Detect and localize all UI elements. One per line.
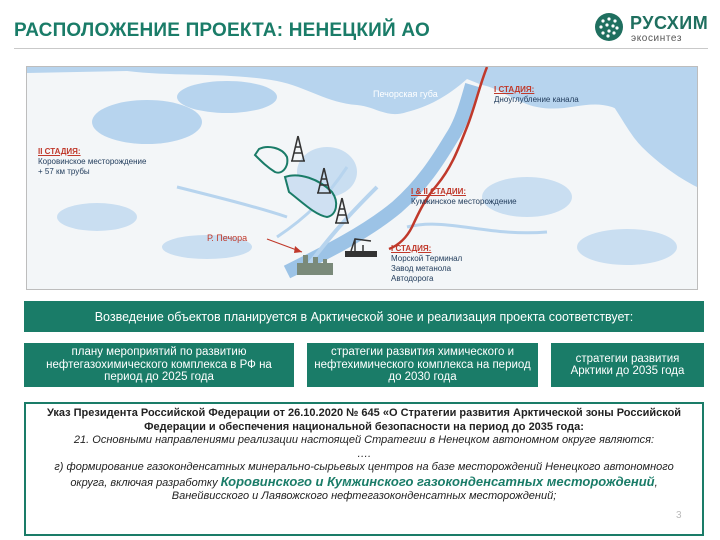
oil-rig-icon (333, 197, 351, 225)
stage-annotation-kumzhinskoe (411, 187, 517, 207)
stage-text: Автодорога (391, 274, 434, 283)
compliance-banner: Возведение объектов планируется в Арктической зоне и реализация проекта соответствует: (24, 301, 704, 332)
company-logo (594, 10, 716, 46)
decree-text: г) формирование газоконденсатных минерально-сырьевых центров на базе месторождений Ненецкого автономного округа, включая разработку (54, 461, 674, 489)
bay-label: Печорская губа (373, 89, 438, 99)
page-number: 3 (676, 510, 682, 521)
stage-heading: I СТАДИЯ: (494, 85, 535, 94)
decree-highlight: Коровинского и Кумжинского газоконденсатных месторождений (220, 473, 655, 489)
port-crane-icon (343, 237, 379, 259)
decree-line (36, 461, 692, 504)
decree-box (24, 402, 704, 536)
strategy-box-2030: стратегии развития химического и нефтехимического комплекса на период до 2030 года (307, 343, 538, 387)
stage-text: Завод метанола (391, 264, 452, 273)
decree-heading: Указ Президента Российской Федерации от 26.10.2020 № 645 «О Стратегии развития Арктической зоны Российской Федерации и обеспечения национальной безопасности на период до 2035 года: (46, 407, 682, 433)
stage-text: Морской Терминал (391, 254, 463, 263)
page-title: РАСПОЛОЖЕНИЕ ПРОЕКТА: НЕНЕЦКИЙ АО (14, 20, 431, 41)
river-label: Р. Печора (207, 233, 248, 243)
stage-text: + 57 км трубы (38, 167, 90, 176)
oil-rig-icon (315, 167, 333, 195)
stage-heading: I СТАДИЯ: (391, 244, 432, 253)
stage-annotation-terminal (391, 244, 462, 284)
title-divider (14, 48, 708, 49)
stage-text: Коровинское месторождение (38, 157, 147, 166)
decree-text: , Ванейвисского и Лаявожского нефтегазоконденсатных месторождений; (171, 476, 658, 502)
stage-annotation-korovinskoe (38, 147, 146, 177)
stage-heading: I & II СТАДИИ: (411, 187, 467, 196)
stage-annotation-dredging (494, 85, 579, 105)
stage-text: Кумжинское месторождение (411, 197, 517, 206)
strategy-box-2025: плану мероприятий по развитию нефтегазохимического комплекса в РФ на период до 2025 года (24, 343, 294, 387)
plant-icon (295, 253, 335, 277)
logo-name: РУСХИМ (630, 13, 709, 33)
stage-heading: II СТАДИЯ: (38, 147, 81, 156)
logo-subtitle: экосинтез (631, 33, 683, 44)
decree-ellipsis: …. (356, 447, 372, 460)
oil-rig-icon (289, 135, 307, 163)
stage-text: Дноуглубление канала (494, 95, 579, 104)
strategy-box-2035: стратегии развития Арктики до 2035 года (551, 343, 704, 387)
logo-globe-icon (594, 12, 624, 42)
decree-line: 21. Основными направлениями реализации настоящей Стратегии в Ненецком автономном округе являются: (73, 434, 655, 446)
project-map (26, 66, 698, 290)
